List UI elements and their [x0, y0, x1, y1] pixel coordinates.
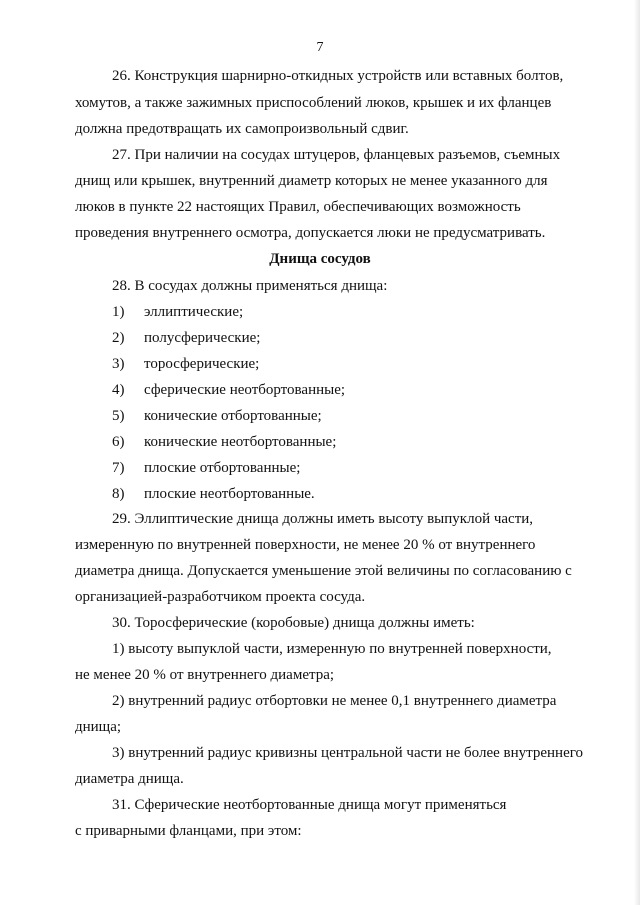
list-item-text: конические отбортованные; [144, 408, 322, 424]
list-item-text: полусферические; [144, 330, 261, 346]
list-item-number: 8) [112, 486, 125, 502]
list-item [112, 485, 315, 503]
list-item-text: сферические неотбортованные; [144, 382, 346, 398]
list-item [112, 407, 322, 425]
item-30-1-line-2: не менее 20 % от внутреннего диаметра; [75, 667, 335, 683]
list-item [112, 303, 243, 321]
list-item [112, 433, 336, 451]
list-item [112, 459, 300, 477]
item-30-3-line-2: диаметра днища. [75, 771, 184, 787]
list-item-text: плоские отбортованные; [144, 460, 301, 476]
list-item-number: 7) [112, 460, 125, 476]
item-30-3-line-1: 3) внутренний радиус кривизны центральной части не более внутреннего [112, 745, 584, 761]
list-item-number: 6) [112, 434, 125, 450]
paragraph-31-line-1: 31. Сферические неотбортованные днища могут применяться [112, 797, 507, 813]
list-item-number: 1) [112, 304, 125, 320]
paragraph-27-line-4: проведения внутреннего осмотра, допускается люки не предусматривать. [75, 225, 546, 241]
list-item-number: 4) [112, 382, 125, 398]
section-heading: Днища сосудов [269, 251, 371, 267]
item-30-2-line-1: 2) внутренний радиус отбортовки не менее 0,1 внутреннего диаметра [112, 693, 557, 709]
paragraph-29-line-4: организацией-разработчиком проекта сосуда. [75, 589, 366, 605]
paragraph-29-line-1: 29. Эллиптические днища должны иметь высоту выпуклой части, [112, 511, 534, 527]
list-item [112, 381, 345, 399]
scan-edge-shadow [634, 0, 640, 905]
list-item-number: 3) [112, 356, 125, 372]
list-item-text: эллиптические; [144, 304, 244, 320]
paragraph-26-line-1: 26. Конструкция шарнирно-откидных устройств или вставных болтов, [112, 68, 564, 84]
list-item-text: конические неотбортованные; [144, 434, 337, 450]
paragraph-27-line-2: днищ или крышек, внутренний диаметр которых не менее указанного для [75, 173, 548, 189]
paragraph-27-line-3: люков в пункте 22 настоящих Правил, обеспечивающих возможность [75, 199, 521, 215]
paragraph-26-line-3: должна предотвращать их самопроизвольный сдвиг. [75, 121, 409, 137]
item-30-2-line-2: днища; [75, 719, 122, 735]
paragraph-31-line-2: с приварными фланцами, при этом: [75, 823, 302, 839]
paragraph-26-line-2: хомутов, а также зажимных приспособлений люков, крышек и их фланцев [75, 95, 552, 111]
page-number: 7 [316, 40, 324, 55]
list-item [112, 355, 259, 373]
paragraph-27-line-1: 27. При наличии на сосудах штуцеров, фланцевых разъемов, съемных [112, 147, 561, 163]
paragraph-28: 28. В сосудах должны применяться днища: [112, 278, 388, 294]
paragraph-30: 30. Торосферические (коробовые) днища должны иметь: [112, 615, 475, 631]
item-30-1-line-1: 1) высоту выпуклой части, измеренную по внутренней поверхности, [112, 641, 552, 657]
list-item-number: 2) [112, 330, 125, 346]
list-item-number: 5) [112, 408, 125, 424]
paragraph-29-line-2: измеренную по внутренней поверхности, не менее 20 % от внутреннего [75, 537, 536, 553]
paragraph-29-line-3: диаметра днища. Допускается уменьшение этой величины по согласованию с [75, 563, 572, 579]
list-item [112, 329, 260, 347]
list-item-text: плоские неотбортованные. [144, 486, 315, 502]
list-item-text: торосферические; [144, 356, 260, 372]
